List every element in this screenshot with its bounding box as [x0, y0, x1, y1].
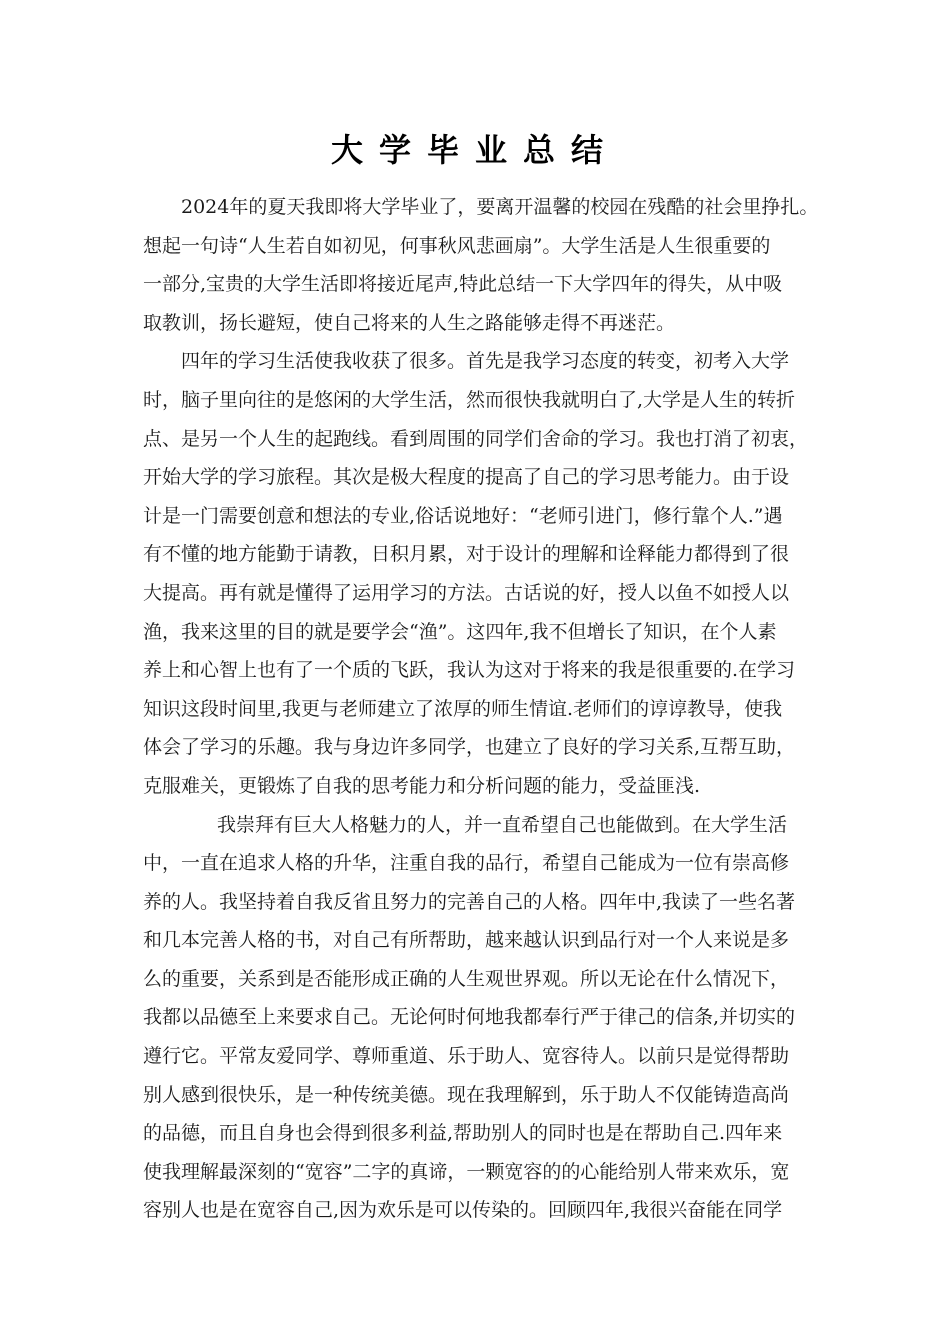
paragraph-line: 四年的学习生活使我收获了很多。首先是我学习态度的转变，初考入大学 — [181, 350, 790, 373]
paragraph-line: 容别人也是在宽容自己,因为欢乐是可以传染的。回顾四年,我很兴奋能在同学 — [143, 1199, 783, 1222]
paragraph-line: 和几本完善人格的书，对自己有所帮助，越来越认识到品行对一个人来说是多 — [143, 929, 790, 952]
paragraph-line: 中，一直在追求人格的升华，注重自我的品行，希望自己能成为一位有崇高修 — [143, 852, 790, 875]
paragraph-line: 时，脑子里向往的是悠闲的大学生活，然而很快我就明白了,大学是人生的转折 — [143, 388, 796, 411]
paragraph-line: 知识这段时间里,我更与老师建立了浓厚的师生情谊.老师们的谆谆教导，使我 — [143, 697, 783, 720]
paragraph-line: 取教训，扬长避短，使自己将来的人生之路能够走得不再迷茫。 — [143, 311, 676, 334]
paragraph — [143, 806, 808, 1231]
paragraph-line: 计是一门需要创意和想法的专业,俗话说地好：“老师引进门，修行靠个人.”遇 — [143, 504, 783, 527]
document-body — [143, 188, 819, 1230]
paragraph-line: 有不懂的地方能勤于请教，日积月累，对于设计的理解和诠释能力都得到了很 — [143, 543, 790, 566]
paragraph-line: 别人感到很快乐，是一种传统美德。现在我理解到，乐于助人不仅能铸造高尚 — [143, 1083, 790, 1106]
paragraph — [143, 342, 808, 805]
paragraph-line: 点、是另一个人生的起跑线。看到周围的同学们舍命的学习。我也打消了初衷， — [143, 427, 809, 450]
paragraph-line: 的品德，而且自身也会得到很多利益,帮助别人的同时也是在帮助自己.四年来 — [143, 1122, 783, 1145]
paragraph-line: 克服难关，更锻炼了自我的思考能力和分析问题的能力，受益匪浅. — [143, 774, 701, 797]
paragraph-line: 使我理解最深刻的“宽容”二字的真谛，一颗宽容的的心能给别人带来欢乐，宽 — [143, 1160, 790, 1183]
paragraph-line: 一部分,宝贵的大学生活即将接近尾声,特此总结一下大学四年的得失，从中吸 — [143, 273, 783, 296]
paragraph-line: 想起一句诗“人生若自如初见，何事秋风悲画扇”。大学生活是人生很重要的 — [143, 234, 771, 257]
paragraph-line: 开始大学的学习旅程。其次是极大程度的提高了自己的学习思考能力。由于设 — [143, 466, 790, 489]
paragraph-line: 我崇拜有巨大人格魅力的人，并一直希望自己也能做到。在大学生活 — [217, 813, 788, 836]
paragraph-line: 养上和心智上也有了一个质的飞跃，我认为这对于将来的我是很重要的.在学习 — [143, 659, 796, 682]
document-title: 大学毕业总结 — [330, 131, 619, 169]
paragraph-line: 2024年的夏天我即将大学毕业了，要离开温馨的校园在残酷的社会里挣扎。 — [181, 196, 819, 218]
paragraph-line: 大提高。再有就是懂得了运用学习的方法。古话说的好，授人以鱼不如授人以 — [143, 581, 790, 604]
paragraph — [143, 188, 819, 342]
paragraph-line: 渔，我来这里的目的就是要学会“渔”。这四年,我不但增长了知识，在个人素 — [143, 620, 777, 643]
paragraph-line: 养的人。我坚持着自我反省且努力的完善自己的人格。四年中,我读了一些名著 — [143, 890, 796, 913]
paragraph-line: 遵行它。平常友爱同学、尊师重道、乐于助人、宽容待人。以前只是觉得帮助 — [143, 1045, 790, 1068]
paragraph-line: 体会了学习的乐趣。我与身边许多同学，也建立了良好的学习关系,互帮互助， — [143, 736, 796, 759]
paragraph-line: 我都以品德至上来要求自己。无论何时何地我都奉行严于律己的信条,并切实的 — [143, 1006, 796, 1029]
paragraph-line: 么的重要，关系到是否能形成正确的人生观世界观。所以无论在什么情况下， — [143, 967, 790, 990]
